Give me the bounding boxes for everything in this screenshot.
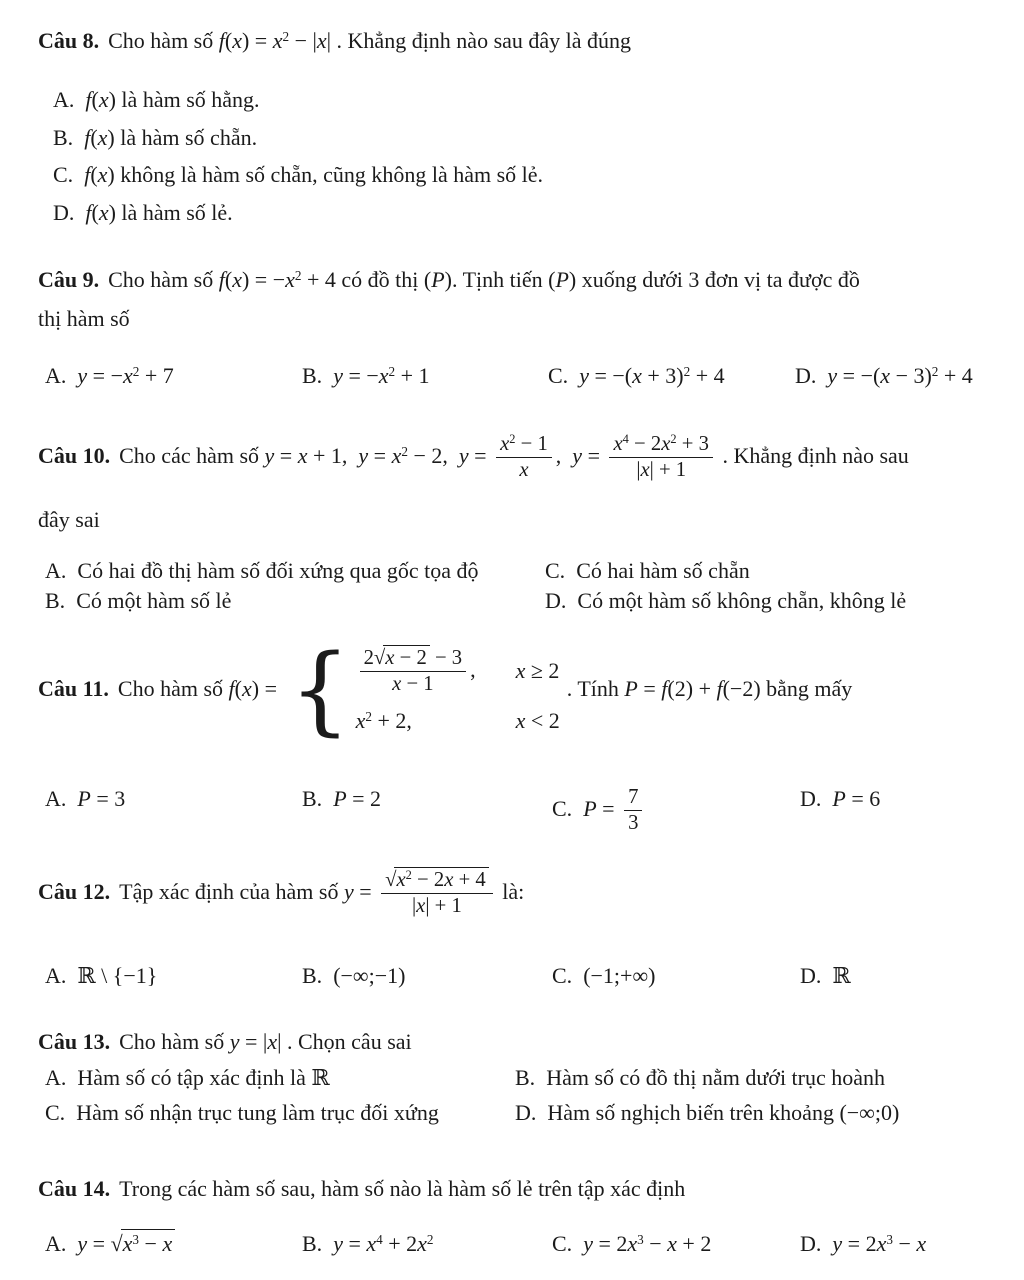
option-content: Có hai hàm số chẵn (576, 558, 750, 583)
option-content: P = $\frac{7}{3}$ (583, 796, 646, 821)
question-9-number: Câu 9. (38, 267, 100, 292)
option-label: D. (800, 963, 822, 988)
question-8-option-c (53, 161, 543, 190)
question-13-stem (38, 1028, 412, 1057)
option-label: A. (45, 558, 67, 583)
option-content: Hàm số có đồ thị nằm dưới trục hoành (546, 1065, 886, 1090)
option-content: $y = -(x + 3)^2 + 4$ (579, 363, 725, 388)
option-label: C. (545, 558, 566, 583)
question-10-number: Câu 10. (38, 442, 111, 468)
option-label: C. (53, 162, 74, 187)
option-label: A. (45, 963, 67, 988)
option-content: Có một hàm số không chẵn, không lẻ (577, 588, 907, 613)
question-12-option-c (552, 962, 655, 991)
question-14-number: Câu 14. (38, 1176, 111, 1201)
option-content: P = 3 (77, 786, 126, 811)
question-13-option-a (45, 1064, 330, 1093)
question-11-text: Cho hàm số f(x) = { $\frac{2√x - 2 - 3}{x - 1}$ , x ≥ 2 $x^2 + 2$, x < 2 . Tính P = f(2) + f(−2) bằng mấy (117, 634, 853, 746)
option-label: B. (515, 1065, 536, 1090)
question-14-option-c (552, 1230, 711, 1259)
option-label: D. (800, 1231, 822, 1256)
option-content: Có một hàm số lẻ (76, 588, 232, 613)
option-content: $y = √x^3 - x$ (77, 1231, 175, 1256)
option-content: $y = -x^2 + 7$ (77, 363, 174, 388)
question-9-stem (38, 266, 860, 295)
option-content: Hàm số có tập xác định là ℝ (77, 1065, 330, 1090)
question-13-text: Cho hàm số y = |x| . Chọn câu sai (119, 1029, 412, 1054)
question-13-number: Câu 13. (38, 1029, 111, 1054)
question-10-option-c (545, 557, 750, 586)
question-11-number: Câu 11. (38, 675, 109, 701)
option-content: $y = 2x^3 - x + 2$ (583, 1231, 712, 1256)
question-13-option-d (515, 1099, 899, 1128)
question-10-option-a (45, 557, 479, 586)
option-label: C. (548, 363, 569, 388)
question-9-option-d (795, 362, 973, 391)
option-label: D. (795, 363, 817, 388)
question-8-number: Câu 8. (38, 28, 100, 53)
option-label: C. (552, 795, 573, 821)
option-content: f(x) là hàm số hằng. (85, 87, 260, 112)
question-11-option-c (552, 785, 646, 836)
option-content: P = 2 (333, 786, 382, 811)
option-label: B. (302, 786, 323, 811)
question-10-option-d (545, 587, 906, 616)
option-content: f(x) là hàm số chẵn. (84, 125, 258, 150)
question-8-option-d (53, 199, 233, 228)
option-content: (−1;+∞) (583, 963, 656, 988)
option-label: D. (515, 1100, 537, 1125)
option-content: $y = -(x - 3)^2 + 4$ (827, 363, 973, 388)
question-8-option-b (53, 124, 257, 153)
option-content: f(x) không là hàm số chẵn, cũng không là hàm số lẻ. (84, 162, 544, 187)
option-label: B. (53, 125, 74, 150)
option-label: B. (302, 1231, 323, 1256)
question-11-stem (38, 634, 853, 746)
option-label: C. (552, 1231, 573, 1256)
option-label: C. (552, 963, 573, 988)
question-14-stem (38, 1175, 685, 1204)
question-14-text: Trong các hàm số sau, hàm số nào là hàm số lẻ trên tập xác định (119, 1176, 686, 1201)
question-12-option-b (302, 962, 405, 991)
option-content: $y = x^4 + 2x^2$ (333, 1231, 434, 1256)
option-content: Có hai đồ thị hàm số đối xứng qua gốc tọa độ (77, 558, 479, 583)
question-11-option-a (45, 785, 125, 814)
question-12-stem (38, 868, 524, 919)
question-12-option-d (800, 962, 851, 991)
question-12-text: Tập xác định của hàm số y = $\frac{√x^2 - 2x + 4}{|x| + 1}$ là: (119, 879, 524, 904)
option-label: A. (45, 363, 67, 388)
question-8-text: Cho hàm số $f(x) = x^2 - |x|$ . Khẳng định nào sau đây là đúng (108, 28, 632, 53)
option-content: f(x) là hàm số lẻ. (85, 200, 233, 225)
question-8-stem (38, 27, 631, 56)
question-10-stem-line2: đây sai (38, 507, 100, 532)
option-label: D. (545, 588, 567, 613)
question-9-option-c (548, 362, 725, 391)
question-10-option-b (45, 587, 231, 616)
question-14-option-a (45, 1230, 175, 1259)
option-label: A. (53, 87, 75, 112)
option-content: $y = 2x^3 - x$ (832, 1231, 927, 1256)
question-9-stem-line2: thị hàm số (38, 306, 130, 331)
option-label: D. (800, 786, 822, 811)
question-14-option-b (302, 1230, 434, 1259)
option-label: B. (45, 588, 66, 613)
option-content: Hàm số nghịch biến trên khoảng (−∞;0) (547, 1100, 900, 1125)
option-content: P = 6 (832, 786, 881, 811)
option-content: ℝ (832, 963, 851, 988)
option-label: A. (45, 1231, 67, 1256)
option-content: ℝ \ {−1} (77, 963, 158, 988)
question-9-text: Cho hàm số $f(x) = -x^2 + 4$ có đồ thị (P). Tịnh tiến (P) xuống dưới 3 đơn vị ta được đồ (108, 267, 860, 292)
question-14-option-d (800, 1230, 926, 1259)
question-9-option-b (302, 362, 430, 391)
question-10-stem (38, 432, 909, 483)
question-13-option-c (45, 1099, 439, 1128)
option-label: A. (45, 786, 67, 811)
question-12-number: Câu 12. (38, 878, 111, 904)
option-content: Hàm số nhận trục tung làm trục đối xứng (76, 1100, 439, 1125)
option-label: B. (302, 963, 323, 988)
option-content: $y = -x^2 + 1$ (333, 363, 430, 388)
question-10-text: Cho các hàm số y = x + 1, $y = x^2 - 2$, y = $\frac{x^2 - 1}{x}$ , y = $\frac{x^4 - 2x^2 + 3}{|x| + 1}$ . Khẳng định nào sau (119, 443, 909, 468)
question-8-option-a (53, 86, 260, 115)
option-label: D. (53, 200, 75, 225)
option-content: (−∞;−1) (333, 963, 406, 988)
option-label: B. (302, 363, 323, 388)
question-11-option-b (302, 785, 381, 814)
question-13-option-b (515, 1064, 885, 1093)
question-12-option-a (45, 962, 157, 991)
option-label: A. (45, 1065, 67, 1090)
question-11-option-d (800, 785, 880, 814)
question-9-option-a (45, 362, 174, 391)
option-label: C. (45, 1100, 66, 1125)
